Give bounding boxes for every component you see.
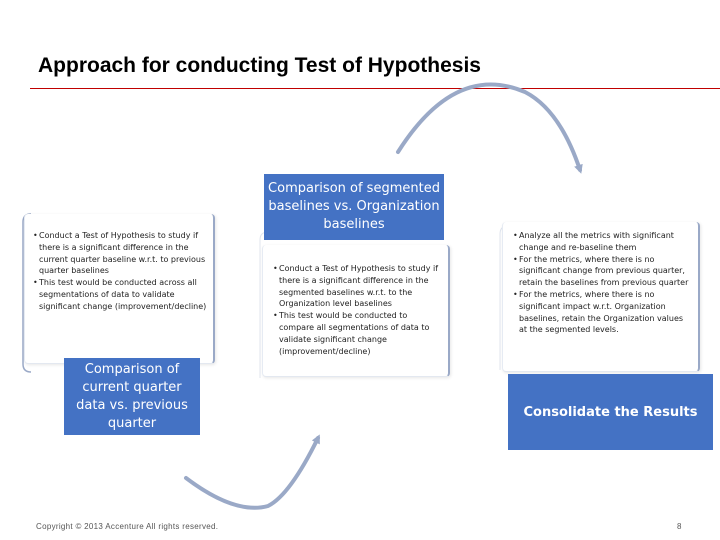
step3-heading: Consolidate the Results xyxy=(523,404,698,420)
step3-card xyxy=(502,222,700,372)
step2-bullets xyxy=(273,263,442,357)
bullet: • For the metrics, where there is no significant change from previous quarter, retain the baselines from previous quarter xyxy=(513,254,689,288)
bottom-arc-arrow xyxy=(186,438,318,508)
step2-card xyxy=(262,245,450,377)
top-arc-arrow xyxy=(398,85,580,171)
bullet: • This test would be conducted across all segmentations of data to validate significant change (improvement/decline) xyxy=(33,278,207,311)
bullet: • Conduct a Test of Hypothesis to study if there is a significant difference in the segmented baselines w.r.t. to the Organization level baselines xyxy=(273,264,439,309)
step3-bullets xyxy=(513,230,692,336)
page-number: 8 xyxy=(677,522,682,531)
step1-heading-box xyxy=(64,358,200,435)
bullet: • Analyze all the metrics with significant change and re-baseline them xyxy=(513,231,674,252)
step2-heading-box xyxy=(264,174,444,240)
step1-heading: Comparison of current quarter data vs. previous quarter xyxy=(76,361,188,431)
copyright-footer: Copyright © 2013 Accenture All rights reserved. xyxy=(36,522,219,531)
bullet: • This test would be conducted to compare all segmentations of data to validate significant change (improvement/decline) xyxy=(273,311,430,356)
step2-heading: Comparison of segmented baselines vs. Organization baselines xyxy=(268,181,440,232)
step3-heading-box xyxy=(508,374,713,450)
step1-bullets xyxy=(33,230,207,313)
bullet: • For the metrics, where there is no significant impact w.r.t. Organization baselines, retain the Organization values at the segmented levels. xyxy=(513,289,684,335)
bullet: • Conduct a Test of Hypothesis to study if there is a significant difference in the current quarter baseline w.r.t. to previous quarter baselines xyxy=(33,231,206,276)
step1-card xyxy=(24,214,215,364)
slide-title: Approach for conducting Test of Hypothesis xyxy=(38,54,481,77)
